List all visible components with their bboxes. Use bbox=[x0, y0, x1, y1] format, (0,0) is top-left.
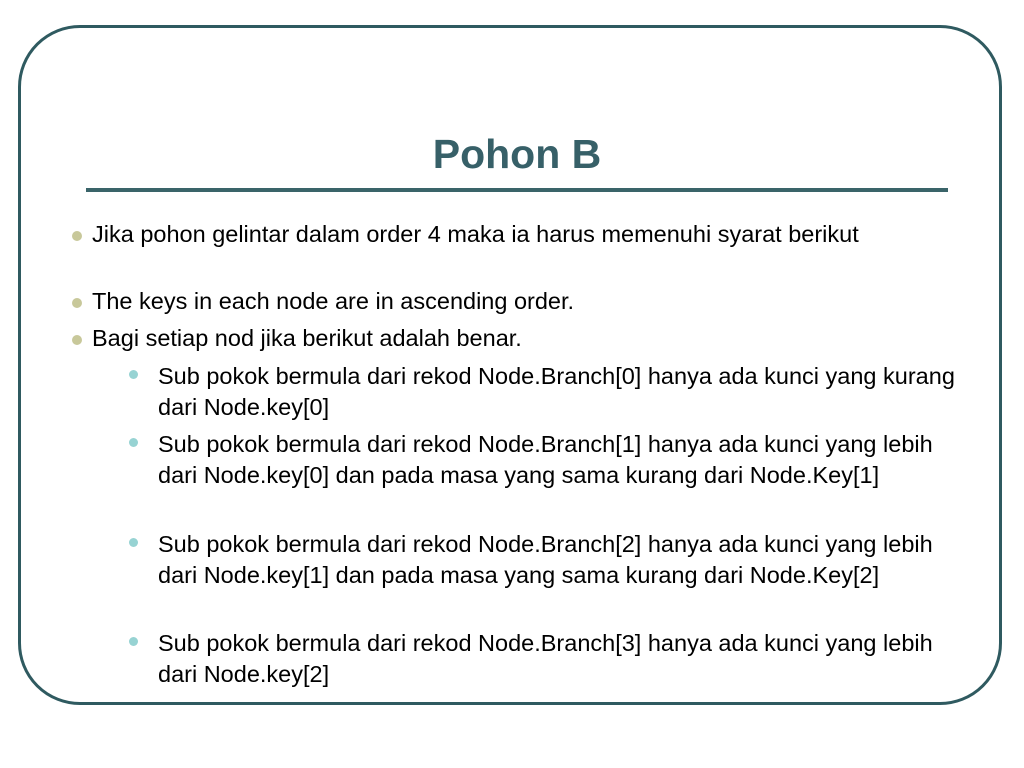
bullet-item bbox=[92, 286, 952, 317]
slide-title: Pohon B bbox=[432, 131, 602, 177]
bullet-dot-icon bbox=[72, 231, 82, 241]
sub-bullet-text: Sub pokok bermula dari rekod Node.Branch[2] hanya ada kunci yang lebih dari Node.key[1] dan pada masa yang sama kurang dari Node.Key[2] bbox=[158, 531, 933, 588]
bullet-text: Jika pohon gelintar dalam order 4 maka ia harus memenuhi syarat berikut bbox=[92, 221, 859, 247]
sub-bullet-item bbox=[158, 529, 968, 591]
bullet-dot-icon bbox=[72, 335, 82, 345]
sub-bullet-dot-icon bbox=[129, 438, 138, 447]
sub-bullet-text: Sub pokok bermula dari rekod Node.Branch[1] hanya ada kunci yang lebih dari Node.key[0] dan pada masa yang sama kurang dari Node.Key[1] bbox=[158, 431, 933, 488]
sub-bullet-item bbox=[158, 628, 968, 690]
sub-bullet-item bbox=[158, 361, 968, 423]
bullet-item bbox=[92, 323, 952, 354]
sub-bullet-item bbox=[158, 429, 968, 491]
bullet-dot-icon bbox=[72, 298, 82, 308]
sub-bullet-dot-icon bbox=[129, 370, 138, 379]
sub-bullet-text: Sub pokok bermula dari rekod Node.Branch[0] hanya ada kunci yang kurang dari Node.key[0] bbox=[158, 363, 955, 420]
bullet-text: Bagi setiap nod jika berikut adalah benar. bbox=[92, 325, 522, 351]
sub-bullet-dot-icon bbox=[129, 538, 138, 547]
sub-bullet-dot-icon bbox=[129, 637, 138, 646]
bullet-text: The keys in each node are in ascending order. bbox=[92, 288, 575, 314]
sub-bullet-text: Sub pokok bermula dari rekod Node.Branch[3] hanya ada kunci yang lebih dari Node.key[2] bbox=[158, 630, 933, 687]
bullet-item bbox=[92, 219, 952, 250]
